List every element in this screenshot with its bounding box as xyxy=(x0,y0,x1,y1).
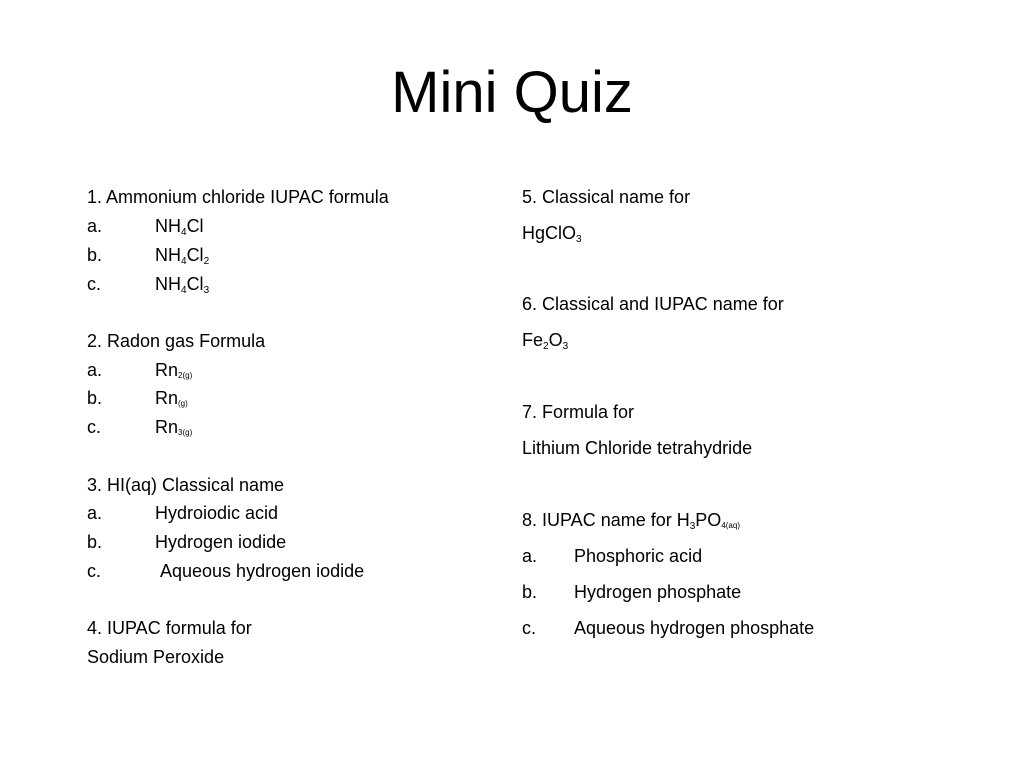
question-5: 5. Classical name for xyxy=(522,187,691,207)
option-label: c. xyxy=(87,274,102,294)
question-5-formula xyxy=(522,222,582,244)
option-text: Aqueous hydrogen phosphate xyxy=(574,618,815,638)
q1-option-a xyxy=(87,215,204,237)
subscript: 4(aq) xyxy=(721,521,740,530)
option-label: b. xyxy=(87,388,103,408)
question-3: 3. HI(aq) Classical name xyxy=(87,475,285,495)
formula-part: Cl xyxy=(186,216,204,236)
option-label: b. xyxy=(87,532,103,552)
q1-option-c xyxy=(87,273,209,295)
question-4-subject: Sodium Peroxide xyxy=(87,647,225,667)
q8-option-b xyxy=(522,581,741,603)
option-text: Phosphoric acid xyxy=(574,546,703,566)
question-7-subject: Lithium Chloride tetrahydride xyxy=(522,438,753,458)
subscript: 2 xyxy=(543,341,549,352)
q1-option-b xyxy=(87,244,209,266)
subscript: (g) xyxy=(178,399,188,408)
subscript: 3 xyxy=(203,285,210,296)
question-8 xyxy=(522,509,740,531)
q2-option-b xyxy=(87,387,188,409)
q3-option-c xyxy=(87,560,364,582)
option-label: b. xyxy=(522,582,538,602)
option-label: a. xyxy=(87,360,103,380)
option-text: Hydrogen iodide xyxy=(155,532,287,552)
question-7: 7. Formula for xyxy=(522,402,635,422)
option-label: c. xyxy=(522,618,537,638)
subscript: 2 xyxy=(203,256,210,267)
option-label: a. xyxy=(522,546,538,566)
option-text: Hydrogen phosphate xyxy=(574,582,742,602)
question-4: 4. IUPAC formula for xyxy=(87,618,252,638)
option-label: c. xyxy=(87,417,102,437)
slide-title: Mini Quiz xyxy=(391,60,633,125)
q2-option-a xyxy=(87,359,192,381)
formula-part: PO xyxy=(695,510,722,530)
formula-part: Rn xyxy=(155,388,179,408)
q3-option-a xyxy=(87,502,278,524)
formula-part: Fe xyxy=(522,330,544,350)
q8-option-c xyxy=(522,617,814,639)
question-1: 1. Ammonium chloride IUPAC formula xyxy=(87,187,389,207)
subscript: 3 xyxy=(689,521,696,532)
formula-part: HgClO xyxy=(522,223,577,243)
formula-part: NH xyxy=(155,245,181,265)
question-text: 8. IUPAC name for H xyxy=(522,510,690,530)
subscript: 3(g) xyxy=(178,428,193,437)
option-text: Aqueous hydrogen iodide xyxy=(160,561,365,581)
option-label: a. xyxy=(87,216,103,236)
option-label: b. xyxy=(87,245,103,265)
subscript: 2(g) xyxy=(178,371,193,380)
formula-part: NH xyxy=(155,216,181,236)
question-6: 6. Classical and IUPAC name for xyxy=(522,294,784,314)
subscript: 4 xyxy=(181,285,187,296)
option-text: Hydroiodic acid xyxy=(155,503,279,523)
subscript: 3 xyxy=(576,234,582,245)
question-6-formula xyxy=(522,329,568,351)
subscript: 3 xyxy=(562,341,569,352)
formula-part: O xyxy=(548,330,563,350)
question-2: 2. Radon gas Formula xyxy=(87,331,266,351)
subscript: 4 xyxy=(181,256,187,267)
formula-part: Cl xyxy=(186,245,204,265)
option-label: a. xyxy=(87,503,103,523)
formula-part: Rn xyxy=(155,417,179,437)
formula-part: Rn xyxy=(155,360,179,380)
q8-option-a xyxy=(522,545,702,567)
formula-part: Cl xyxy=(186,274,204,294)
q2-option-c xyxy=(87,416,192,438)
subscript: 4 xyxy=(181,227,187,238)
option-label: c. xyxy=(87,561,102,581)
formula-part: NH xyxy=(155,274,181,294)
q3-option-b xyxy=(87,531,286,553)
